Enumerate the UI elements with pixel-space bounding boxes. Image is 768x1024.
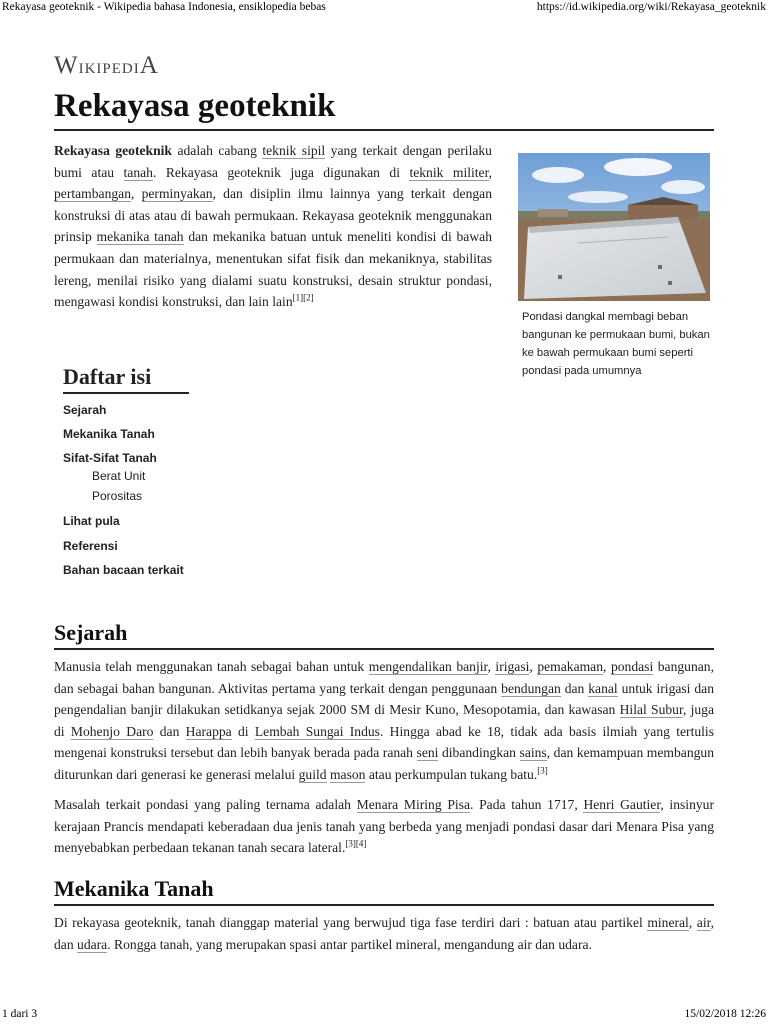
foundation-photo[interactable] (518, 153, 710, 301)
toc-item-sejarah[interactable]: Sejarah (63, 403, 107, 417)
figure-caption: Pondasi dangkal membagi beban bangunan ke permukaan bumi, bukan ke bawah permukaan bumi seperti pondasi pada umumnya (522, 311, 710, 377)
link-pondasi[interactable]: pondasi (610, 659, 654, 674)
link-teknik-sipil[interactable]: teknik sipil (262, 143, 326, 158)
wikipedia-wordmark[interactable]: WikipediA (54, 52, 159, 79)
link-menara-miring-pisa[interactable]: Menara Miring Pisa (356, 797, 471, 812)
infobox-figure (518, 153, 710, 380)
ref-3b[interactable]: [3] (345, 838, 356, 849)
link-seni[interactable]: seni (416, 745, 439, 761)
link-perminyakan[interactable]: perminyakan (141, 186, 213, 202)
link-guild[interactable]: guild (298, 766, 327, 782)
link-pemakaman[interactable]: pemakaman (537, 659, 604, 674)
ref-4[interactable]: [4] (355, 838, 367, 849)
toc-item-referensi[interactable]: Referensi (63, 539, 118, 553)
link-lembah-sungai-indus[interactable]: Lembah Sungai Indus (254, 723, 380, 739)
link-air[interactable]: air (696, 915, 711, 930)
sejarah-paragraph-2: Masalah terkait pondasi yang paling ternama adalah Menara Miring Pisa. Pada tahun 1717, Henri Gautier, insinyur kerajaan Prancis mendapati keberadaan dua jenis tanah yang berbeda yang menjadi pondasi dasar dari Menara Pisa yang menyebabkan perbedaan tekanan tanah secara lateral.[3][4] (54, 797, 714, 856)
link-irigasi[interactable]: irigasi (495, 659, 530, 674)
print-page-url: https://id.wikipedia.org/wiki/Rekayasa_geoteknik (536, 1, 766, 13)
print-page-number: 1 dari 3 (2, 1008, 38, 1020)
ref-2[interactable]: [2] (303, 292, 314, 303)
sejarah-paragraph-1: Manusia telah menggunakan tanah sebagai bahan untuk mengendalikan banjir, irigasi, pemakaman, pondasi bangunan, dan sebagai bahan bangunan. Aktivitas pertama yang terkait dengan penggunaan bendungan dan kanal untuk irigasi dan pengendalian banjir dilakukan setidkanya sejak 2000 SM di Mesir Kuno, Mesopotamia, dan kawasan Hilal Subur, juga di Mohenjo Daro dan Harappa di Lembah Sungai Indus. Hingga abad ke 18, tidak ada basis ilmiah yang tertulis mengenai konstruksi tersebut dan lebih banyak berada pada ranah seni dibandingkan sains, dan kemampuan membangun diturunkan dari generasi ke generasi melalui guild mason atau perkumpulan tukang batu.[3] (54, 659, 715, 782)
link-mohenjo-daro[interactable]: Mohenjo Daro (70, 723, 154, 739)
toc-item-porositas[interactable]: Porositas (92, 489, 143, 503)
lead-bold-term: Rekayasa geoteknik (54, 143, 172, 158)
mekanika-paragraph-1: Di rekayasa geoteknik, tanah dianggap material yang berwujud tiga fase terdiri dari : batuan atau partikel mineral, air, dan udara. Rongga tanah, yang merupakan spasi antar partikel mineral, mengandung air dan udara. (54, 915, 714, 952)
link-mekanika-tanah[interactable]: mekanika tanah (96, 229, 184, 245)
ref-3[interactable]: [3] (537, 765, 548, 776)
link-mason[interactable]: mason (329, 766, 366, 782)
toc-item-bahan-bacaan[interactable]: Bahan bacaan terkait (63, 563, 184, 577)
link-bendungan[interactable]: bendungan (501, 680, 561, 696)
section-heading-sejarah: Sejarah (54, 620, 714, 650)
link-udara[interactable]: udara (77, 936, 108, 952)
link-sains[interactable]: sains (519, 745, 547, 761)
link-henri-gautier[interactable]: Henri Gautier (583, 797, 661, 812)
toc-item-mekanika-tanah[interactable]: Mekanika Tanah (63, 427, 155, 441)
link-tanah[interactable]: tanah (123, 164, 153, 180)
link-mineral[interactable]: mineral (647, 915, 689, 930)
link-harappa[interactable]: Harappa (185, 723, 232, 739)
toc-item-sifat-sifat-tanah[interactable]: Sifat-Sifat Tanah (63, 451, 157, 465)
section-heading-mekanika-tanah: Mekanika Tanah (54, 876, 714, 906)
lead-paragraph: Rekayasa geoteknik adalah cabang teknik sipil yang terkait dengan perilaku bumi atau tanah. Rekayasa geoteknik juga digunakan di teknik militer, pertambangan, perminyakan, dan disiplin ilmu lainnya yang terkait dengan konstruksi di atas atau di bawah permukaan. Rekayasa geoteknik menggunakan prinsip mekanika tanah dan mekanika batuan untuk meneliti kondisi di bawah permukaan dan materialnya, menentukan sifat fisik dan mekaniknya, stabilitas lereng, menilai risiko yang dialami suatu konstruksi, desain struktur pondasi, mengawasi kondisi konstruksi, dan lain lain[1][2] (54, 143, 492, 310)
print-footer (0, 1008, 768, 1024)
ref-1[interactable]: [1] (292, 292, 304, 303)
print-page-title: Rekayasa geoteknik - Wikipedia bahasa Indonesia, ensiklopedia bebas (2, 1, 326, 13)
print-header (0, 0, 768, 16)
page-title: Rekayasa geoteknik (54, 88, 714, 131)
link-mengendalikan-banjir[interactable]: mengendalikan banjir (368, 659, 488, 674)
link-hilal-subur[interactable]: Hilal Subur (619, 702, 683, 718)
print-timestamp: 15/02/2018 12:26 (684, 1008, 766, 1020)
link-pertambangan[interactable]: pertambangan (54, 186, 131, 202)
link-teknik-militer[interactable]: teknik militer (409, 164, 489, 180)
toc-item-berat-unit[interactable]: Berat Unit (92, 469, 146, 483)
link-kanal[interactable]: kanal (588, 680, 618, 696)
toc-item-lihat-pula[interactable]: Lihat pula (63, 514, 120, 528)
toc-title: Daftar isi (63, 364, 189, 394)
table-of-contents (63, 364, 191, 577)
